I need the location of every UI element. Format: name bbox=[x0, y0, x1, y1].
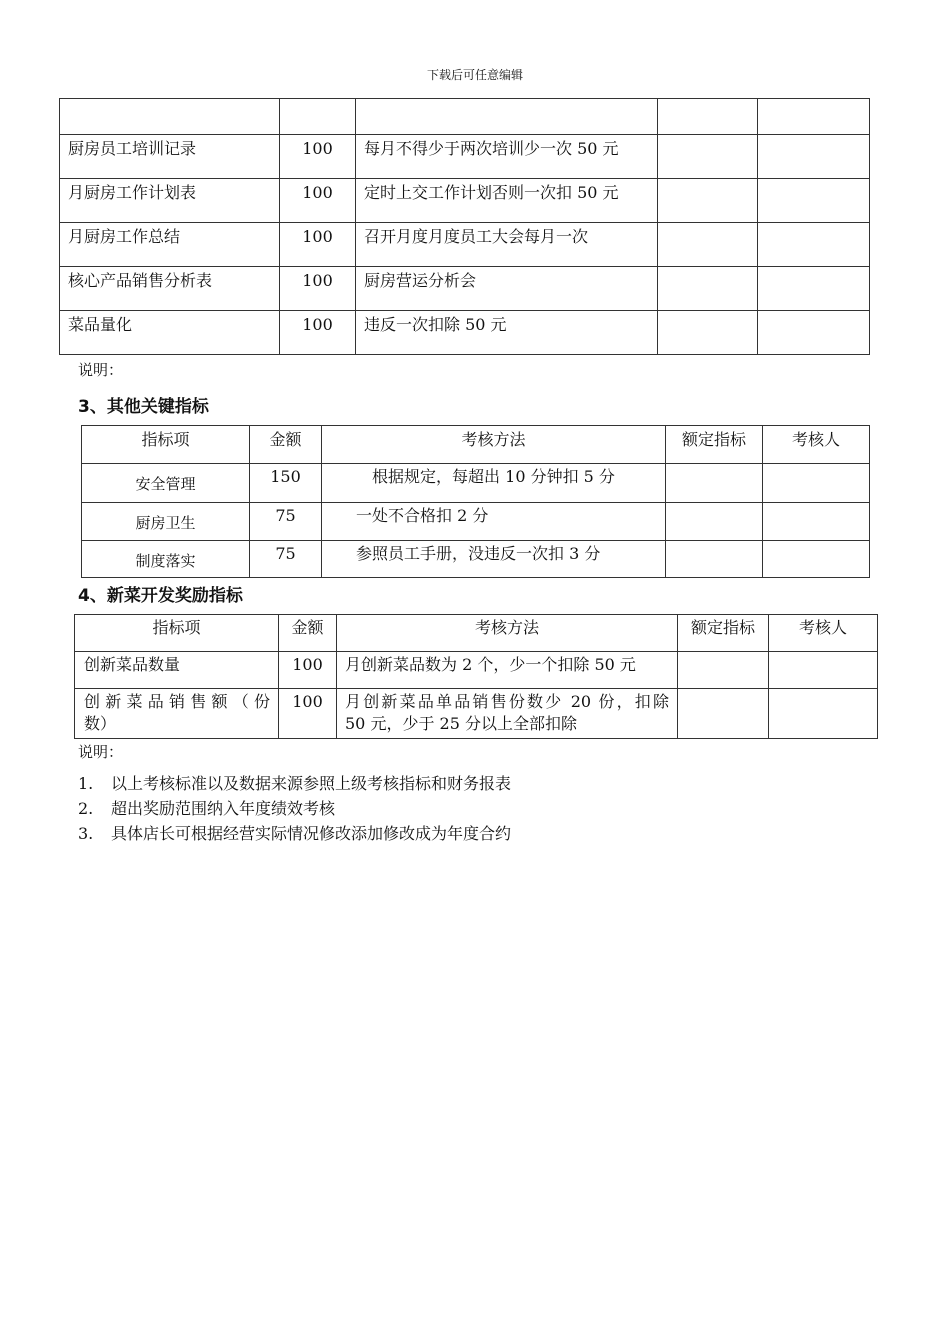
amount: 100 bbox=[280, 223, 356, 267]
method: 违反一次扣除 50 元 bbox=[356, 311, 658, 355]
amount: 100 bbox=[279, 652, 337, 689]
list-text: 超出奖励范围纳入年度绩效考核 bbox=[111, 799, 336, 818]
item-name: 制度落实 bbox=[82, 541, 250, 578]
key-indicators-table bbox=[81, 425, 870, 578]
table-row bbox=[75, 652, 878, 689]
assessor bbox=[769, 689, 878, 739]
list-item bbox=[78, 773, 511, 798]
assessor bbox=[763, 503, 870, 541]
column-header: 考核人 bbox=[769, 615, 878, 652]
quota bbox=[666, 503, 763, 541]
method: 每月不得少于两次培训少一次 50 元 bbox=[356, 135, 658, 179]
list-text: 具体店长可根据经营实际情况修改添加修改成为年度合约 bbox=[111, 824, 512, 843]
item-name: 安全管理 bbox=[82, 464, 250, 503]
amount: 100 bbox=[279, 689, 337, 739]
table-row bbox=[82, 464, 870, 503]
item-name-line: 创新菜品销售额（份 bbox=[84, 692, 270, 711]
item-name: 创新菜品数量 bbox=[75, 652, 279, 689]
column-header: 指标项 bbox=[82, 426, 250, 464]
assessor bbox=[758, 267, 870, 311]
amount: 75 bbox=[250, 503, 322, 541]
note-label: 说明： bbox=[78, 743, 124, 761]
amount: 100 bbox=[280, 179, 356, 223]
item-name bbox=[75, 689, 279, 739]
item-name: 厨房员工培训记录 bbox=[60, 135, 280, 179]
method-line: 50 元，少于 25 分以上全部扣除 bbox=[345, 714, 577, 733]
column-header: 考核方法 bbox=[322, 426, 666, 464]
list-text: 以上考核标准以及数据来源参照上级考核指标和财务报表 bbox=[111, 774, 512, 793]
item-name: 月厨房工作计划表 bbox=[60, 179, 280, 223]
quota bbox=[666, 464, 763, 503]
column-header: 考核方法 bbox=[337, 615, 678, 652]
method bbox=[337, 689, 678, 739]
table-header-row bbox=[82, 426, 870, 464]
assessor bbox=[758, 311, 870, 355]
table-cell bbox=[758, 99, 870, 135]
notes-list bbox=[78, 773, 511, 848]
quota bbox=[658, 267, 758, 311]
table-row bbox=[82, 541, 870, 578]
table-cell bbox=[60, 99, 280, 135]
assessor bbox=[763, 464, 870, 503]
quota bbox=[678, 689, 769, 739]
list-number: 1. bbox=[78, 774, 94, 793]
section-3-heading: 3、其他关键指标 bbox=[78, 397, 209, 417]
list-number: 2. bbox=[78, 799, 94, 818]
table-row bbox=[60, 99, 870, 135]
table-row bbox=[60, 267, 870, 311]
method: 一处不合格扣 2 分 bbox=[322, 503, 666, 541]
quota bbox=[678, 652, 769, 689]
table-row bbox=[75, 689, 878, 739]
assessor bbox=[758, 179, 870, 223]
column-header: 额定指标 bbox=[666, 426, 763, 464]
column-header: 金额 bbox=[279, 615, 337, 652]
new-dish-reward-table bbox=[74, 614, 878, 739]
table-row bbox=[60, 311, 870, 355]
page-header: 下载后可任意编辑 bbox=[426, 68, 523, 82]
method: 根据规定，每超出 10 分钟扣 5 分 bbox=[322, 464, 666, 503]
method: 参照员工手册，没违反一次扣 3 分 bbox=[322, 541, 666, 578]
method: 月创新菜品数为 2 个，少一个扣除 50 元 bbox=[337, 652, 678, 689]
table-cell bbox=[356, 99, 658, 135]
column-header: 金额 bbox=[250, 426, 322, 464]
quota bbox=[658, 135, 758, 179]
quota bbox=[666, 541, 763, 578]
assessor bbox=[758, 223, 870, 267]
amount: 100 bbox=[280, 311, 356, 355]
list-number: 3. bbox=[78, 824, 94, 843]
table-cell bbox=[658, 99, 758, 135]
amount: 150 bbox=[250, 464, 322, 503]
item-name-line: 数） bbox=[84, 714, 117, 733]
amount: 75 bbox=[250, 541, 322, 578]
table-cell bbox=[280, 99, 356, 135]
column-header: 指标项 bbox=[75, 615, 279, 652]
item-name: 菜品量化 bbox=[60, 311, 280, 355]
item-name: 厨房卫生 bbox=[82, 503, 250, 541]
column-header: 考核人 bbox=[763, 426, 870, 464]
table-row bbox=[60, 135, 870, 179]
column-header: 额定指标 bbox=[678, 615, 769, 652]
table-row bbox=[60, 223, 870, 267]
assessor bbox=[763, 541, 870, 578]
method: 定时上交工作计划否则一次扣 50 元 bbox=[356, 179, 658, 223]
kpi-table-continued bbox=[59, 98, 870, 355]
list-item bbox=[78, 823, 511, 848]
assessor bbox=[769, 652, 878, 689]
list-item bbox=[78, 798, 511, 823]
note-label: 说明： bbox=[78, 361, 124, 379]
table-row bbox=[82, 503, 870, 541]
amount: 100 bbox=[280, 267, 356, 311]
quota bbox=[658, 311, 758, 355]
quota bbox=[658, 223, 758, 267]
item-name: 核心产品销售分析表 bbox=[60, 267, 280, 311]
item-name: 月厨房工作总结 bbox=[60, 223, 280, 267]
method: 厨房营运分析会 bbox=[356, 267, 658, 311]
assessor bbox=[758, 135, 870, 179]
method: 召开月度月度员工大会每月一次 bbox=[356, 223, 658, 267]
quota bbox=[658, 179, 758, 223]
table-header-row bbox=[75, 615, 878, 652]
section-4-heading: 4、新菜开发奖励指标 bbox=[78, 586, 243, 606]
method-line: 月创新菜品单品销售份数少 20 份，扣除 bbox=[345, 692, 669, 711]
amount: 100 bbox=[280, 135, 356, 179]
table-row bbox=[60, 179, 870, 223]
